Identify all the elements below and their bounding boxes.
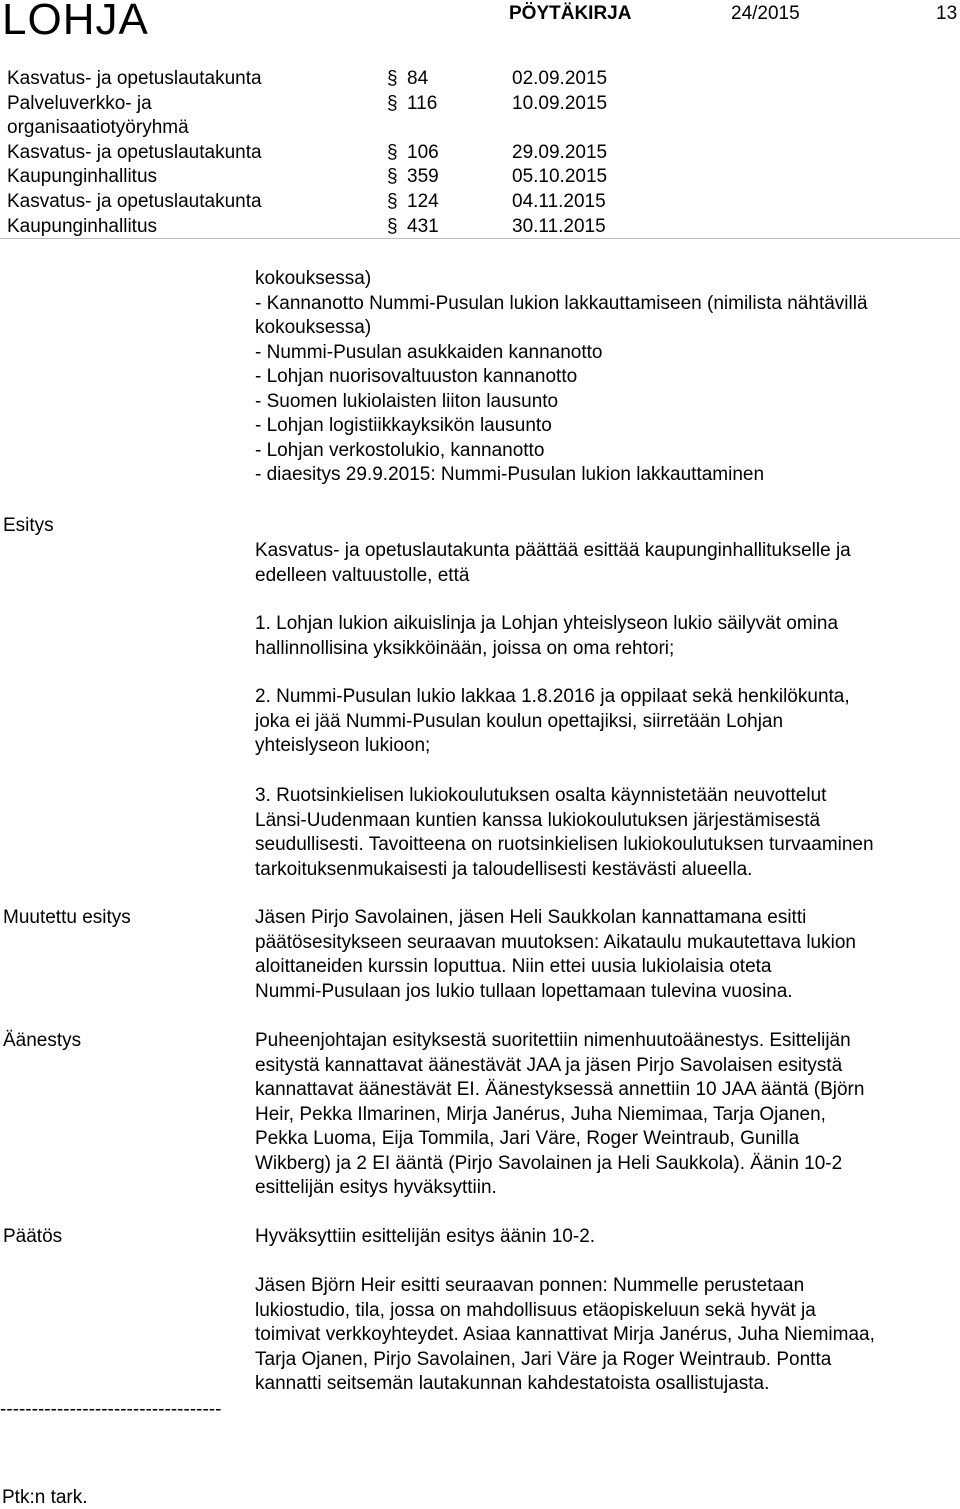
esitys-intro: Kasvatus- ja opetuslautakunta päättää esittää kaupunginhallitukselle ja edelleen valtuustolle, että bbox=[255, 540, 851, 586]
muutettu-esitys-text: Jäsen Pirjo Savolainen, jäsen Heli Saukkolan kannattamana esitti päätösesitykseen seuraavan muutoksen: Aikataulu mukautettava lukion aloittaneiden kurssin loputtua. Niin ettei uusia lukiolaisia oteta Nummi-Pusulaan jos lukio tullaan lopettamaan tulevina vuosina. bbox=[255, 907, 856, 1002]
paatos-text: Hyväksyttiin esittelijän esitys äänin 10-2. bbox=[255, 1226, 596, 1247]
aanestys-text: Puheenjohtajan esityksestä suoritettiin nimenhuutoäänestys. Esittelijän esitystä kannattavat äänestävät JAA ja jäsen Pirjo Savolaisen esitystä kannattavat äänestävät EI. Äänestyksessä annettiin 10 JAA ääntä (Björn Heir, Pekka Ilmarinen, Mirja Janérus, Juha Niemimaa, Tarja Ojanen, Pekka Luoma, Eija Tommila, Jari Väre, Roger Weintraub, Gunilla Wikberg) ja 2 EI ääntä (Pirjo Savolainen ja Heli Saukkola). Äänin 10-2 esittelijän esitys hyväksyttiin. bbox=[255, 1030, 865, 1198]
document-number: 24/2015 bbox=[731, 3, 800, 24]
page-number: 13 bbox=[936, 3, 958, 24]
attachment-list: kokouksessa) - Kannanotto Nummi-Pusulan lukion lakkauttamiseen (nimilista nähtävillä kokouksessa) - Nummi-Pusulan asukkaiden kannanotto - Lohjan nuorisovaltuuston kannanotto - Suomen lukiolaisten liiton lausunto - Lohjan logistiikkayksikön lausunto - Lohjan verkostolukio, kannanotto - diaesitys 29.9.2015: Nummi-Pusulan lukion lakkauttaminen bbox=[255, 268, 868, 485]
document-type: PÖYTÄKIRJA bbox=[509, 3, 632, 24]
header-divider bbox=[0, 238, 960, 239]
signature-line: ----------------------------------- bbox=[0, 1399, 222, 1420]
ponsi-text: Jäsen Björn Heir esitti seuraavan ponnen: Nummelle perustetaan lukiostudio, tila, jossa on mahdollisuus etäopiskeluun sekä hyvät ja toimivat verkkoyhteydet. Asiaa kannattivat Mirja Janérus, Juha Niemimaa, Tarja Ojanen, Pirjo Savolainen, Jari Väre ja Roger Weintraub. Pontta kannatti seitsemän lautakunnan kahdestatoista osallistujasta. bbox=[255, 1275, 875, 1394]
label-aanestys: Äänestys bbox=[3, 1030, 82, 1051]
label-paatos: Päätös bbox=[3, 1226, 63, 1247]
esitys-point-3: 3. Ruotsinkielisen lukiokoulutuksen osalta käynnistetään neuvottelut Länsi-Uudenmaan kuntien kanssa lukiokoulutuksen järjestämisestä seudullisesti. Tavoitteena on ruotsinkielisen lukiokoulutuksen turvaaminen tarkoituksenmukaisesti ja taloudellisesti kestävästi alueella. bbox=[255, 785, 874, 880]
label-muutettu-esitys: Muutettu esitys bbox=[3, 907, 131, 928]
esitys-point-2: 2. Nummi-Pusulan lukio lakkaa 1.8.2016 ja oppilaat sekä henkilökunta, joka ei jää Nummi-Pusulan koulun opettajiksi, siirretään Lohjan yhteislyseon lukioon; bbox=[255, 686, 850, 756]
label-esitys: Esitys bbox=[3, 515, 54, 536]
footer-checker: Ptk:n tark. bbox=[2, 1487, 88, 1508]
lohja-logo: LOHJA bbox=[2, 0, 149, 44]
esitys-point-1: 1. Lohjan lukion aikuislinja ja Lohjan yhteislyseon lukio säilyvät omina hallinnollisina yksikköinään, joissa on oma rehtori; bbox=[255, 613, 839, 659]
